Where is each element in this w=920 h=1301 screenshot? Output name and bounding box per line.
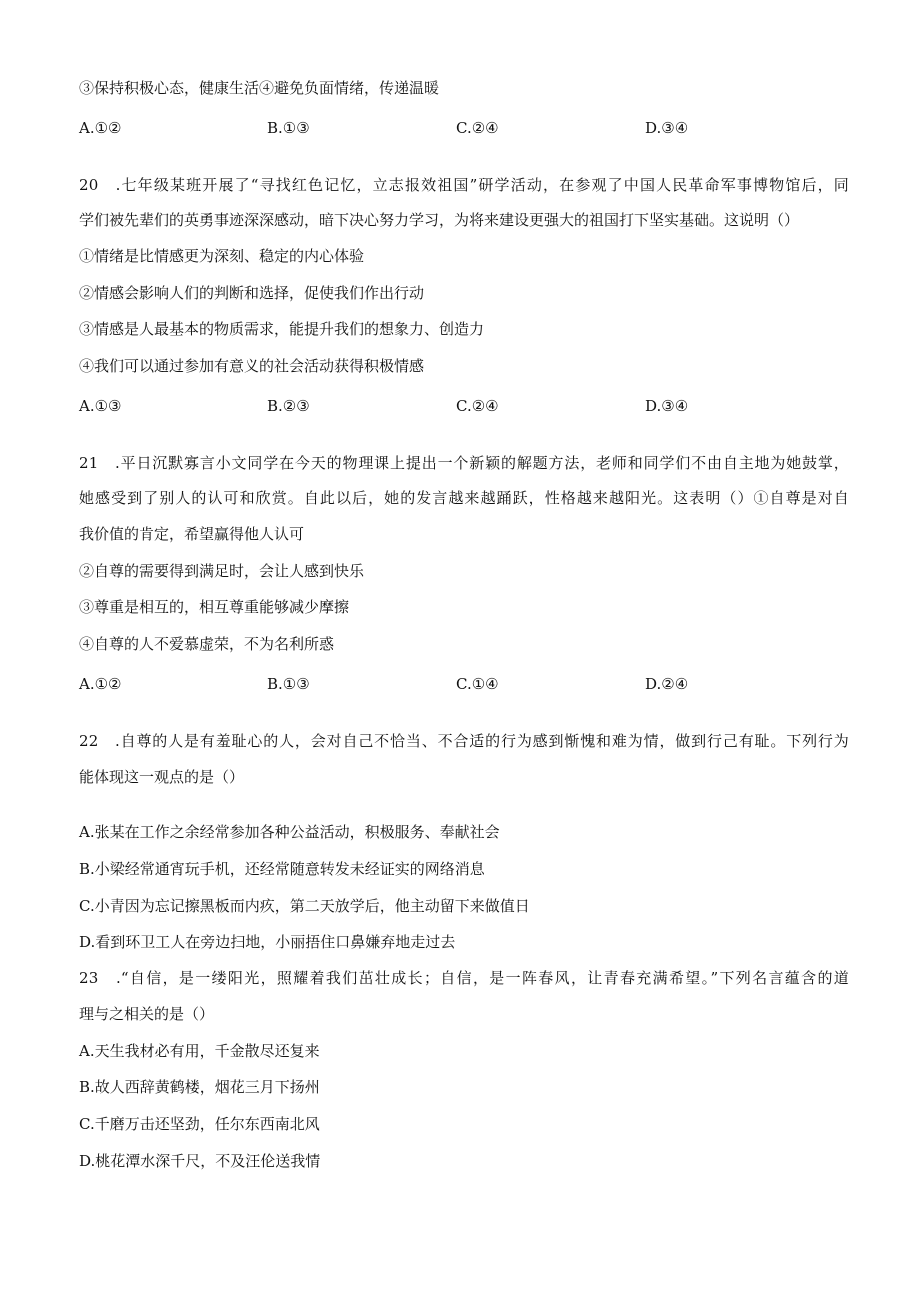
q21-statement-3: ③尊重是相互的，相互尊重能够减少摩擦 bbox=[79, 598, 350, 616]
q20-statement-2: ②情感会影响人们的判断和选择，促使我们作出行动 bbox=[79, 284, 425, 302]
q21-stem-line-2: 她感受到了别人的认可和欣赏。自此以后，她的发言越来越踊跃，性格越来越阳光。这表明（）①自尊是对自 bbox=[79, 489, 849, 507]
q21-statement-4: ④自尊的人不爱慕虚荣，不为名利所惑 bbox=[79, 635, 335, 653]
q22-stem-line-2: 能体现这一观点的是（） bbox=[79, 768, 245, 786]
q20-statement-1: ①情绪是比情感更为深刻、稳定的内心体验 bbox=[79, 247, 365, 265]
q20-stem-line-2: 学们被先辈们的英勇事迹深深感动，暗下决心努力学习，为将来建设更强大的祖国打下坚实基础。这说明（） bbox=[79, 211, 800, 229]
q21-option-b: B.①③ bbox=[267, 675, 310, 693]
q23-stem-line-2: 理与之相关的是（） bbox=[79, 1005, 215, 1023]
q22-option-d: D.看到环卫工人在旁边扫地，小丽捂住口鼻嫌弃地走过去 bbox=[79, 933, 456, 951]
q21-option-a: A.①② bbox=[79, 675, 122, 693]
q20-stem-line-1: 20 .七年级某班开展了“寻找红色记忆，立志报效祖国”研学活动，在参观了中国人民革命军事博物馆后，同 bbox=[79, 176, 849, 194]
q22-option-a: A.张某在工作之余经常参加各种公益活动，积极服务、奉献社会 bbox=[79, 823, 500, 841]
q19-option-a: A.①② bbox=[79, 119, 122, 137]
q23-stem-line-1: 23 .“自信，是一缕阳光，照耀着我们茁壮成长；自信，是一阵春风，让青春充满希望。”下列名言蕴含的道 bbox=[79, 969, 849, 987]
q21-stem-line-3: 我价值的肯定，希望赢得他人认可 bbox=[79, 525, 305, 543]
q21-option-d: D.②④ bbox=[645, 675, 689, 693]
q23-option-c: C.千磨万击还坚劲，任尔东西南北风 bbox=[79, 1115, 320, 1133]
q20-statement-4: ④我们可以通过参加有意义的社会活动获得积极情感 bbox=[79, 357, 425, 375]
q19-option-b: B.①③ bbox=[267, 119, 310, 137]
q21-statement-2: ②自尊的需要得到满足时，会让人感到快乐 bbox=[79, 562, 365, 580]
q19-statements-tail: ③保持积极心态，健康生活④避免负面情绪，传递温暖 bbox=[79, 79, 440, 97]
q19-option-d: D.③④ bbox=[645, 119, 689, 137]
q23-option-b: B.故人西辞黄鹤楼，烟花三月下扬州 bbox=[79, 1078, 320, 1096]
q23-option-d: D.桃花潭水深千尺，不及汪伦送我情 bbox=[79, 1152, 321, 1170]
q22-option-b: B.小梁经常通宵玩手机，还经常随意转发未经证实的网络消息 bbox=[79, 860, 485, 878]
q21-stem-line-1: 21 .平日沉默寡言小文同学在今天的物理课上提出一个新颖的解题方法，老师和同学们不由自主地为她鼓掌， bbox=[79, 454, 849, 472]
q23-option-a: A.天生我材必有用，千金散尽还复来 bbox=[79, 1042, 320, 1060]
q20-option-c: C.②④ bbox=[456, 397, 499, 415]
q20-statement-3: ③情感是人最基本的物质需求，能提升我们的想象力、创造力 bbox=[79, 320, 485, 338]
q22-stem-line-1: 22 .自尊的人是有羞耻心的人，会对自己不恰当、不合适的行为感到惭愧和难为情，做到行己有耻。下列行为 bbox=[79, 732, 849, 750]
q21-option-c: C.①④ bbox=[456, 675, 499, 693]
q20-option-b: B.②③ bbox=[267, 397, 310, 415]
q20-option-d: D.③④ bbox=[645, 397, 689, 415]
q22-option-c: C.小青因为忘记擦黑板而内疚，第二天放学后，他主动留下来做值日 bbox=[79, 897, 530, 915]
q20-option-a: A.①③ bbox=[79, 397, 122, 415]
q19-option-c: C.②④ bbox=[456, 119, 499, 137]
